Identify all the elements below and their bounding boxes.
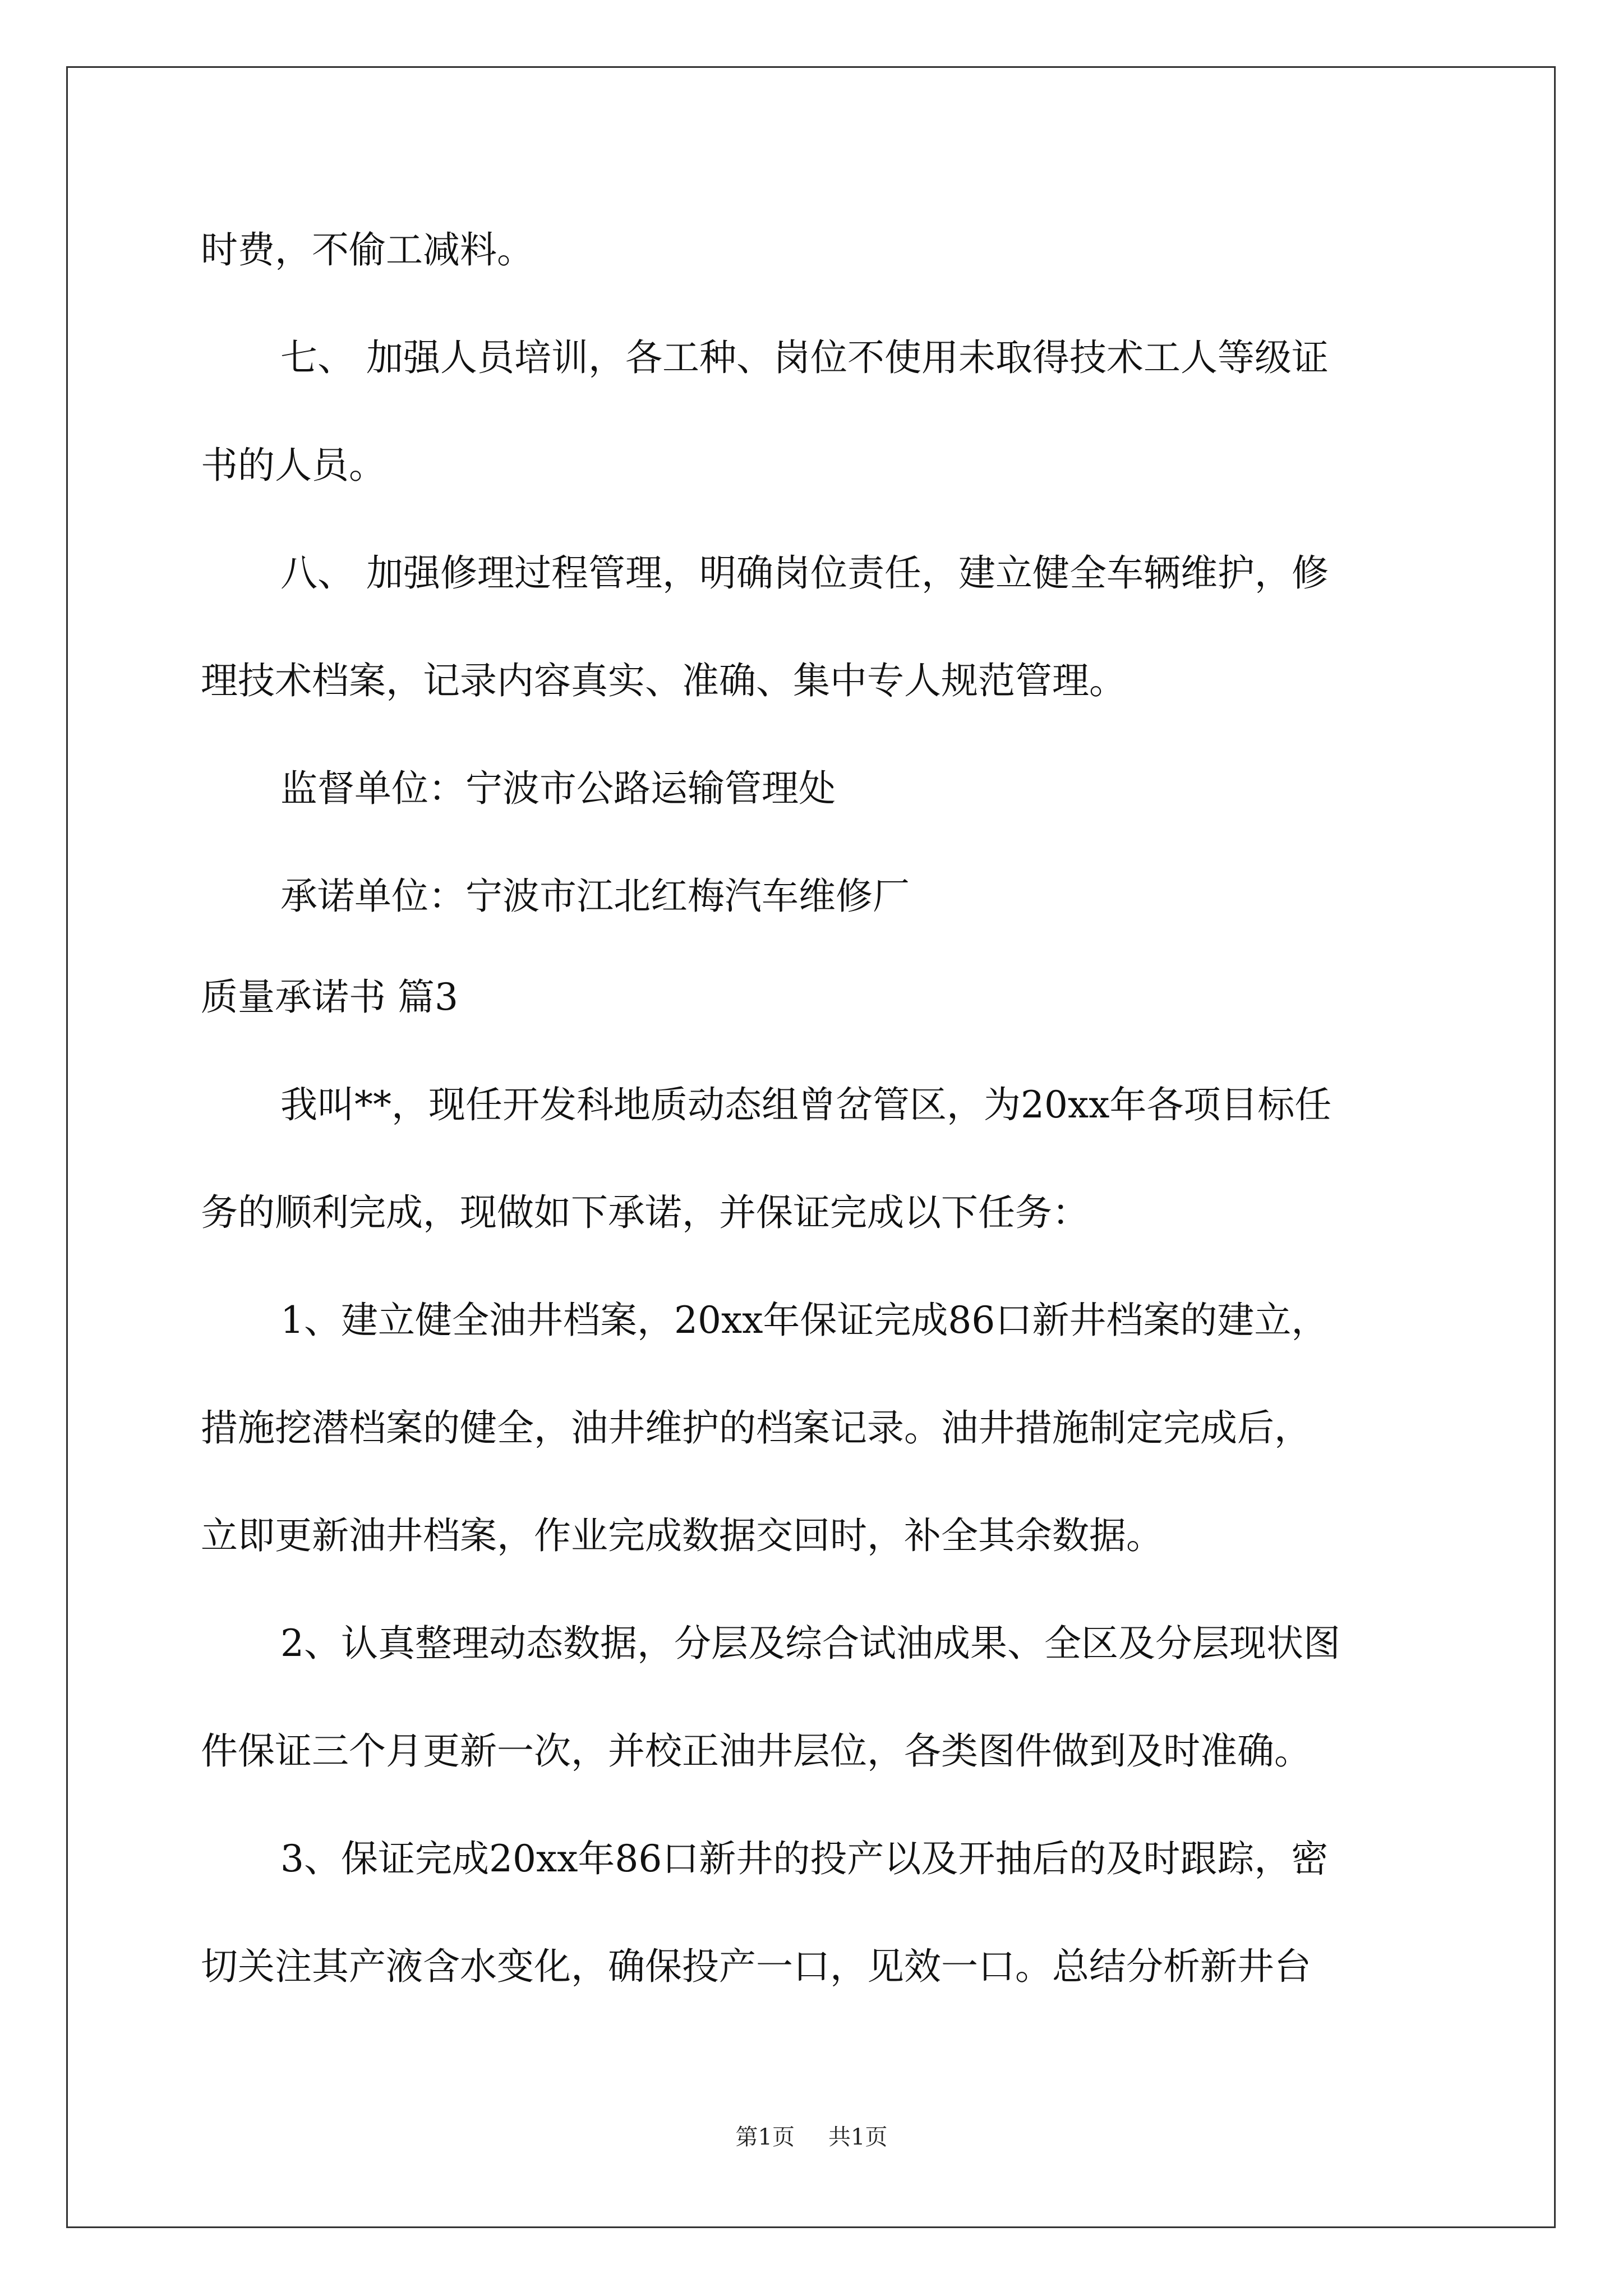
text-line: 七、 加强人员培训，各工种、岗位不使用未取得技术工人等级证 [280, 336, 1329, 379]
text-line: 书的人员。 [201, 444, 386, 487]
text-line: 切关注其产液含水变化，确保投产一口，见效一口。总结分析新井台 [201, 1945, 1311, 1988]
page-footer [0, 2126, 1623, 2148]
text-line: 2、认真整理动态数据，分层及综合试油成果、全区及分层现状图 [280, 1622, 1340, 1665]
text-line: 我叫**，现任开发科地质动态组曾岔管区，为20xx年各项目标任 [280, 1083, 1332, 1126]
text-line: 承诺单位：宁波市江北红梅汽车维修厂 [280, 875, 910, 918]
text-line: 3、保证完成20xx年86口新井的投产以及开抽后的及时跟踪，密 [280, 1837, 1329, 1880]
page-number-total: 共1页 [828, 2124, 888, 2150]
text-line: 务的顺利完成，现做如下承诺，并保证完成以下任务： [201, 1191, 1089, 1234]
text-line: 件保证三个月更新一次，并校正油井层位，各类图件做到及时准确。 [201, 1729, 1311, 1773]
section-heading: 质量承诺书 篇3 [201, 976, 458, 1019]
page-border [66, 66, 1556, 2228]
text-line: 1、建立健全油井档案，20xx年保证完成86口新井档案的建立， [280, 1299, 1329, 1342]
text-line: 时费，不偷工减料。 [201, 228, 534, 272]
text-line: 立即更新油井档案，作业完成数据交回时，补全其余数据。 [201, 1514, 1163, 1557]
text-line: 八、 加强修理过程管理，明确岗位责任，建立健全车辆维护，修 [280, 551, 1329, 595]
text-line: 理技术档案，记录内容真实、准确、集中专人规范管理。 [201, 659, 1126, 702]
text-line: 措施挖潜档案的健全，油井维护的档案记录。油井措施制定完成后， [201, 1406, 1311, 1450]
text-line: 监督单位：宁波市公路运输管理处 [280, 767, 836, 810]
page-number-current: 第1页 [735, 2124, 795, 2150]
